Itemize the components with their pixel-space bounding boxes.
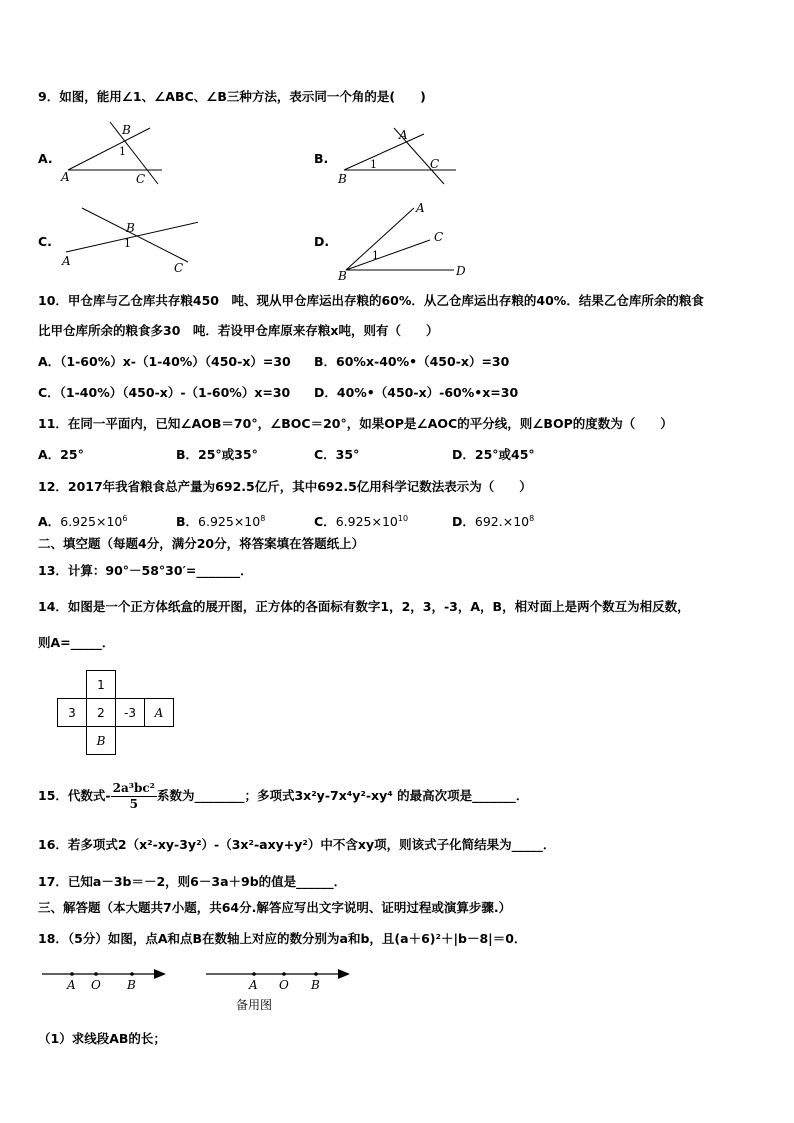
q12-option-a-exp: 6	[122, 514, 128, 523]
q18-axis-label-o: O	[91, 978, 101, 992]
q12-option-d-exp: 8	[529, 514, 535, 523]
q10-option-d: D．40%•（450-x）-60%•x=30	[314, 385, 519, 400]
q16-stem: 16．若多项式2（x²-xy-3y²）-（3x²-axy+y²）中不含xy项，则该式子化简结果为_____．	[38, 837, 556, 852]
q12-option-d	[452, 510, 534, 531]
q15-fraction	[111, 781, 157, 812]
q12-option-a-value: 6.925×10	[60, 514, 123, 530]
q15-rest: 系数为________；多项式3x²y-7x⁴y²-xy⁴ 的最高次项是_______．	[156, 788, 529, 803]
q9-stem: 9．如图，能用∠1、∠ABC、∠B三种方法，表示同一个角的是( )	[38, 89, 426, 104]
q9a-label-a: A	[61, 170, 70, 184]
q15-numerator: 2a³bc²	[112, 781, 155, 795]
q9c-label-a: A	[62, 254, 71, 268]
q18-spare-label-o: O	[279, 978, 289, 992]
q9d-label-1: 1	[372, 249, 379, 262]
q9a-label-1: 1	[119, 145, 126, 158]
q11-stem: 11．在同一平面内，已知∠AOB＝70°，∠BOC＝20°，如果OP是∠AOC的平分线，则∠BOP的度数为（ ）	[38, 416, 673, 431]
q12-option-b-prefix: B．	[176, 514, 199, 530]
q17-stem: 17．已知a－3b＝－2，则6－3a＋9b的值是______．	[38, 874, 347, 889]
q18-stem: 18．（5分）如图，点A和点B在数轴上对应的数分别为a和b，且(a＋6)²＋|b－8|＝0．	[38, 931, 527, 946]
q12-option-c-value: 6.925×10	[335, 514, 398, 530]
section-2-heading: 二、填空题（每题4分，满分20分，将答案填在答题纸上）	[38, 536, 365, 551]
q12-option-d-value: 692.×10	[474, 514, 530, 530]
q12-option-c	[314, 510, 408, 531]
cube-net-cell-r2: A	[145, 699, 174, 727]
q9b-label-b: B	[338, 172, 347, 186]
q12-option-b-exp: 8	[260, 514, 266, 523]
q14-stem-line2: 则A=_____．	[38, 635, 115, 650]
q15-stem	[38, 778, 528, 814]
q9-figure-c	[58, 202, 198, 278]
q11-option-d: D．25°或45°	[452, 447, 535, 462]
q18-spare-label-a: A	[249, 978, 258, 992]
q9d-label-d: D	[456, 264, 466, 278]
q9c-label-c: C	[174, 261, 184, 275]
q11-option-c: C．35°	[314, 447, 360, 462]
q9-option-d-label: D.	[314, 234, 330, 249]
q12-option-a	[38, 510, 127, 531]
q10-stem-line2: 比甲仓库所余的粮食多30 吨．若设甲仓库原来存粮x吨，则有（ ）	[38, 323, 439, 338]
q15-prefix: 15．代数式-	[38, 788, 111, 803]
q9a-label-c: C	[136, 172, 146, 186]
q12-option-b	[176, 510, 265, 531]
q18-spare-number-line	[204, 964, 354, 996]
q9c-label-1: 1	[124, 237, 131, 250]
q11-option-a: A．25°	[38, 447, 84, 462]
q13-stem: 13．计算：90°－58°30′=_______．	[38, 563, 253, 578]
q9b-label-1: 1	[370, 158, 377, 171]
q18-axis-label-b: B	[127, 978, 136, 992]
cube-net-cell-bottom: B	[87, 727, 116, 755]
q12-stem: 12．2017年我省粮食总产量为692.5亿斤，其中692.5亿用科学记数法表示为（ ）	[38, 479, 532, 494]
q18-subquestion-1: （1）求线段AB的长；	[38, 1031, 166, 1046]
q18-axis-label-a: A	[67, 978, 76, 992]
cube-net-cell-top: 1	[87, 671, 116, 699]
q10-option-c: C．（1-40%）（450-x）-（1-60%）x=30	[38, 385, 291, 400]
q18-spare-caption: 备用图	[236, 998, 273, 1012]
q9c-label-b: B	[126, 221, 135, 235]
q18-spare-label-b: B	[311, 978, 320, 992]
q9-figure-a	[58, 118, 168, 188]
q10-option-b: B．60%x-40%•（450-x）=30	[314, 354, 510, 369]
q15-denominator: 5	[129, 797, 138, 811]
q9b-label-c: C	[430, 157, 440, 171]
q12-option-d-prefix: D．	[452, 514, 475, 530]
q10-option-a: A．（1-60%）x-（1-40%）（450-x）=30	[38, 354, 291, 369]
q14-stem-line1: 14．如图是一个正方体纸盒的展开图，正方体的各面标有数字1，2，3，-3，A，B，相对面上是两个数互为相反数，	[38, 599, 690, 614]
q9d-label-b: B	[338, 269, 347, 283]
q9d-label-c: C	[434, 230, 444, 244]
q12-option-b-value: 6.925×10	[198, 514, 261, 530]
q9-option-c-label: C.	[38, 234, 52, 249]
q9-option-a-label: A.	[38, 151, 53, 166]
q11-option-b: B．25°或35°	[176, 447, 258, 462]
cube-net-cell-r1: -3	[116, 699, 145, 727]
q9-figure-d	[334, 198, 474, 284]
q9-figure-b	[334, 122, 464, 188]
section-3-heading: 三、解答题（本大题共7小题，共64分.解答应写出文字说明、证明过程或演算步骤.）	[38, 900, 512, 915]
cube-net-cell-center: 2	[87, 699, 116, 727]
cube-net	[57, 670, 174, 755]
q18-number-line	[40, 964, 175, 996]
q9b-label-a: A	[399, 128, 408, 142]
q10-stem-line1: 10．甲仓库与乙仓库共存粮450 吨、现从甲仓库运出存粮的60%．从乙仓库运出存粮的40%．结果乙仓库所余的粮食	[38, 293, 704, 308]
q12-option-a-prefix: A．	[38, 514, 61, 530]
q12-option-c-prefix: C．	[314, 514, 336, 530]
q9d-label-a: A	[416, 201, 425, 215]
q12-option-c-exp: 10	[397, 514, 409, 523]
cube-net-cell-left: 3	[58, 699, 87, 727]
q9a-label-b: B	[122, 123, 131, 137]
q9-option-b-label: B.	[314, 151, 329, 166]
